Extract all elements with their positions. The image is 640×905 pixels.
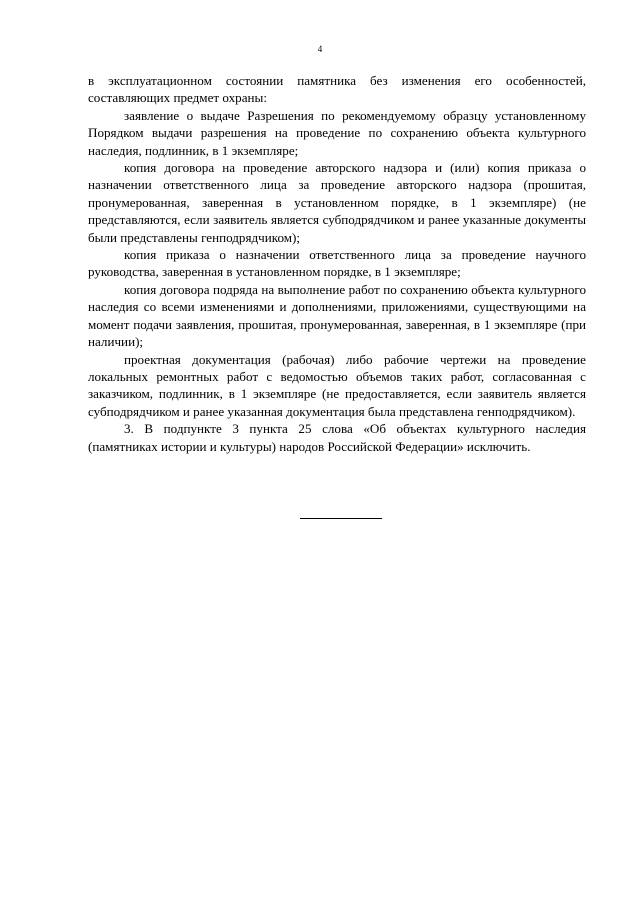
document-body	[88, 72, 586, 455]
paragraph-work-contract: копия договора подряда на выполнение работ по сохранению объекта культурного наследия со всеми изменениями и дополнениями, приложениями, существующими на момент подачи заявления, прошитая, пронумерованная, заверенная, в 1 экземпляре (при наличии);	[88, 281, 586, 350]
paragraph-application: заявление о выдаче Разрешения по рекомендуемому образцу установленному Порядком выдачи разрешения на проведение по сохранению объекта культурного наследия, подлинник, в 1 экземпляре;	[88, 107, 586, 158]
paragraph-supervision-contract: копия договора на проведение авторского надзора и (или) копия приказа о назначении ответственного лица за проведение авторского надзора (прошитая, пронумерованная, заверенная в установленном порядке, в 1 экземпляре) (не представляются, если заявитель является субподрядчиком и ранее указанные документы были представлены генподрядчиком);	[88, 160, 586, 245]
paragraph-scientific-guidance-order: копия приказа о назначении ответственного лица за проведение научного руководства, заверенная в установленном порядке, в 1 экземпляре;	[88, 247, 586, 280]
paragraph-amendment-3: 3. В подпункте 3 пункта 25 слова «Об объектах культурного наследия (памятниках истории и культуры) народов Российской Федерации» исключить.	[88, 421, 586, 454]
paragraph-continuation: в эксплуатационном состоянии памятника без изменения его особенностей, составляющих предмет охраны:	[88, 73, 586, 106]
paragraph-project-documentation: проектная документация (рабочая) либо рабочие чертежи на проведение локальных ремонтных работ с ведомостью объемов таких работ, согласованная с заказчиком, подлинник, в 1 экземпляре (не предоставляется, если заявитель является субподрядчиком и ранее указанная документация была представлена генподрядчиком).	[88, 351, 586, 419]
end-of-document-rule	[300, 518, 382, 519]
page-number: 4	[317, 44, 323, 54]
